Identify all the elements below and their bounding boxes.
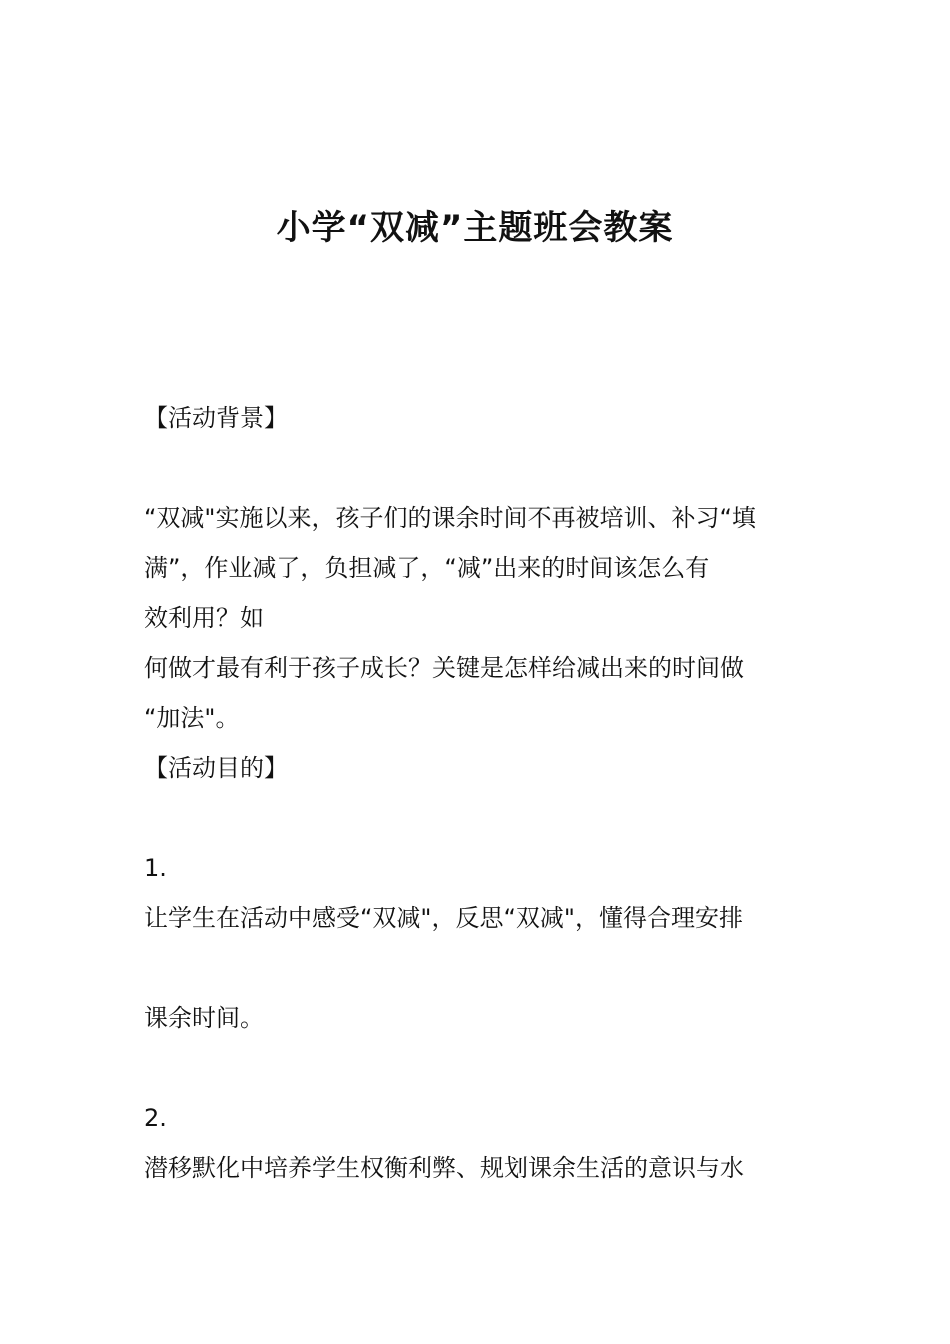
list-item-text: 让学生在活动中感受“双减"，反思“双减"，懂得合理安排 [144, 904, 743, 932]
list-number: 2. [144, 1104, 167, 1132]
paragraph-line: 何做才最有利于孩子成长？关键是怎样给减出来的时间做 [144, 654, 744, 682]
list-number: 1. [144, 854, 167, 882]
section-heading-background: 【活动背景】 [144, 404, 288, 432]
paragraph-line: “双减"实施以来，孩子们的课余时间不再被培训、补习“填 [144, 504, 756, 532]
paragraph-line: “加法"。 [144, 704, 240, 732]
list-item-text: 潜移默化中培养学生权衡利弊、规划课余生活的意识与水 [144, 1154, 744, 1182]
section-heading-purpose: 【活动目的】 [144, 754, 288, 782]
paragraph-line: 效利用？如 [144, 604, 264, 632]
paragraph-line: 满”，作业减了，负担减了，“减”出来的时间该怎么有 [144, 554, 710, 582]
list-item-text: 课余时间。 [144, 1004, 264, 1032]
document-title: 小学“双减”主题班会教案 [276, 208, 674, 248]
